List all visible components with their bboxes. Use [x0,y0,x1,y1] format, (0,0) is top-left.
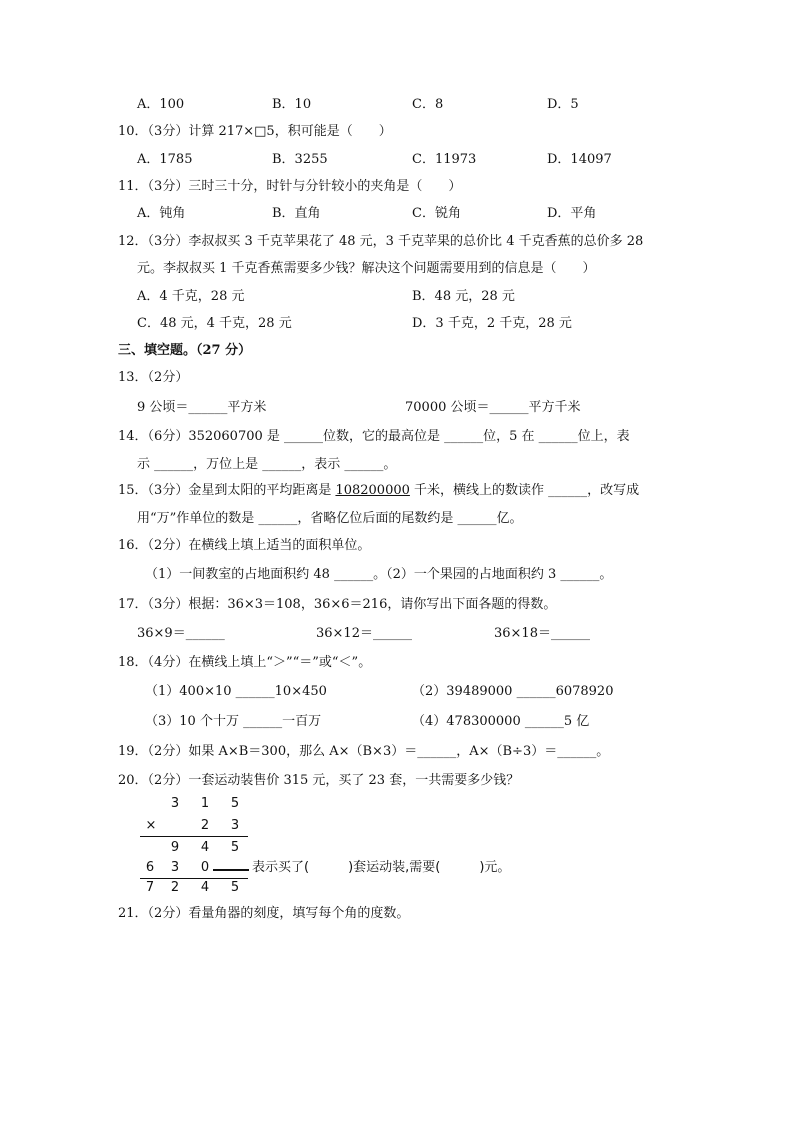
q10-stem: 10．（3分）计算 217×□5，积可能是（ ） [118,124,392,139]
q9-option-a: A．100 [137,97,185,112]
calc-digit: 2 [170,880,180,895]
q17-stem: 17．（3分）根据：36×3＝108，36×6＝216，请你写出下面各题的得数。 [118,597,557,612]
calc-digit: 3 [170,860,180,875]
q18-p3: （3）10 个十万 ______一百万 [145,714,322,729]
q18-p1: （1）400×10 ______10×450 [145,684,327,699]
calc-digit: 2 [200,818,210,833]
calc-digit: 5 [230,880,240,895]
q17-a: 36×9＝______ [137,626,225,641]
multiply-sign: × [145,818,157,833]
q18-p2: （2）39489000 ______6078920 [412,684,614,699]
q13-left: 9 公顷＝______平方米 [137,400,267,415]
q15-number: 108200000 [335,483,410,498]
q15-line1: 15．（3分）金星到太阳的平均距离是 108200000 千米，横线上的数读作 ______，改写成 [118,483,640,498]
q9-option-b: B．10 [272,97,312,112]
q10-option-d: D．14097 [547,152,612,167]
q14-line1: 14．（6分）352060700 是 ______位数，它的最高位是 ______位，5 在 ______位上，表 [118,429,630,444]
q12-stem-line1: 12．（3分）李叔叔买 3 千克苹果花了 48 元，3 千克苹果的总价比 4 千克香蕉的总价多 28 [118,234,644,249]
calc-note: 表示买了( )套运动装,需要( )元。 [252,860,511,875]
q9-option-c: C．8 [412,97,444,112]
q11-option-b: B．直角 [272,206,321,221]
q17-b: 36×12＝______ [316,626,412,641]
calc-digit: 5 [230,796,240,811]
q18-p4: （4）478300000 ______5 亿 [412,714,590,729]
calc-digit: 3 [230,818,240,833]
q12-option-a: A．4 千克，28 元 [137,289,245,304]
calc-digit: 6 [145,860,155,875]
calc-digit: 3 [170,796,180,811]
q13-stem: 13．（2分） [118,370,189,385]
calc-rule-1 [140,836,248,837]
q12-option-c: C．48 元，4 千克，28 元 [137,316,292,331]
q18-stem: 18．（4分）在横线上填上“＞”“＝”或“＜”。 [118,655,372,670]
q11-option-a: A．钝角 [137,206,186,221]
q16-stem: 16．（2分）在横线上填上适当的面积单位。 [118,538,371,553]
q13-right: 70000 公顷＝______平方千米 [405,400,581,415]
q12-option-b: B．48 元，28 元 [412,289,515,304]
calc-digit: 9 [170,840,180,855]
calc-digit: 5 [230,840,240,855]
q12-option-d: D．3 千克，2 千克，28 元 [412,316,572,331]
calc-digit: 7 [145,880,155,895]
calc-digit: 4 [200,880,210,895]
q17-c: 36×18＝______ [494,626,590,641]
calc-digit: 4 [200,840,210,855]
q16-line: （1）一间教室的占地面积约 48 ______。（2）一个果园的占地面积约 3 ______。 [145,567,613,582]
q11-stem: 11．（3分）三时三十分，时针与分针较小的夹角是（ ） [118,179,462,194]
q10-option-b: B．3255 [272,152,328,167]
vertical-multiplication [140,796,535,900]
q21-stem: 21．（2分）看量角器的刻度，填写每个角的度数。 [118,906,410,921]
pointer-line [213,869,249,871]
calc-digit: 1 [200,796,210,811]
q15-line2: 用“万”作单位的数是 ______，省略亿位后面的尾数约是 ______亿。 [137,511,523,526]
q10-option-a: A．1785 [137,152,193,167]
q10-option-c: C．11973 [412,152,477,167]
calc-digit: 0 [200,860,210,875]
q12-stem-line2: 元。李叔叔买 1 千克香蕉需要多少钱？解决这个问题需要用到的信息是（ ） [137,261,596,276]
q9-option-d: D．5 [547,97,579,112]
q19-stem: 19．（2分）如果 A×B＝300，那么 A×（B×3）＝______，A×（B÷3）＝______。 [118,744,610,759]
q11-option-c: C．锐角 [412,206,461,221]
calc-rule-2 [140,878,248,879]
section-3-heading: 三、填空题。（27 分） [118,343,252,358]
q20-stem: 20．（2分）一套运动装售价 315 元，买了 23 套，一共需要多少钱？ [118,773,520,788]
q14-line2: 示 ______，万位上是 ______，表示 ______。 [137,457,397,472]
q11-option-d: D．平角 [547,206,597,221]
